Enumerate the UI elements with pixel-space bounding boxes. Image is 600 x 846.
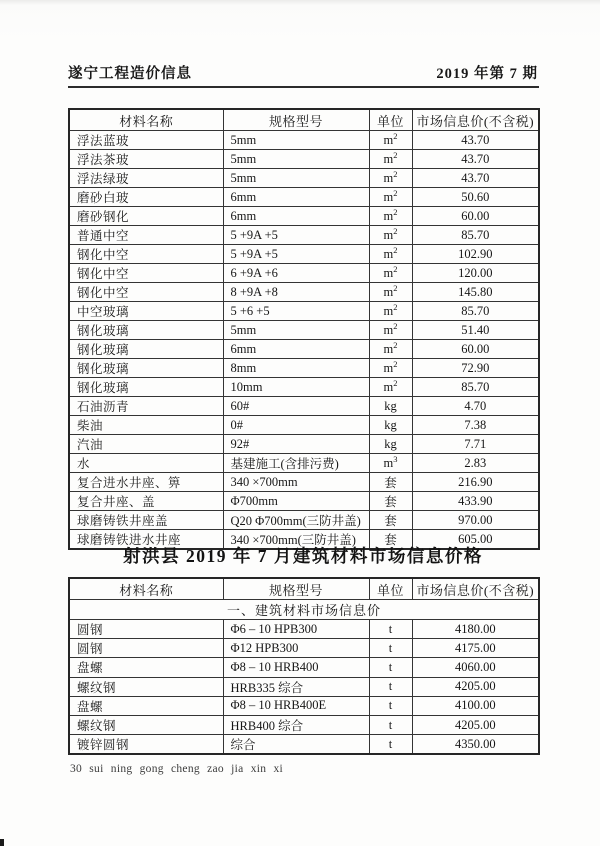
- material-name-cell: 钢化玻璃: [69, 340, 223, 359]
- price-cell: 4060.00: [412, 658, 539, 677]
- material-name-cell: 汽油: [69, 435, 223, 454]
- material-name-cell: 柴油: [69, 416, 223, 435]
- spec-cell: 5 +6 +5: [223, 302, 369, 321]
- price-cell: 60.00: [412, 340, 539, 359]
- material-name-cell: 钢化玻璃: [69, 378, 223, 397]
- table-row: [69, 131, 539, 150]
- price-cell: 85.70: [412, 378, 539, 397]
- table-row: [69, 169, 539, 188]
- table-row: [69, 696, 539, 715]
- unit-cell: t: [369, 620, 412, 639]
- suining-price-table: [68, 108, 540, 550]
- publication-title: 遂宁工程造价信息: [68, 66, 192, 82]
- price-cell: 4175.00: [412, 639, 539, 658]
- table-row: [69, 283, 539, 302]
- price-cell: 102.90: [412, 245, 539, 264]
- table-subheader-cell: 一、建筑材料市场信息价: [69, 600, 539, 620]
- unit-cell: $m^2$: [369, 150, 412, 169]
- table-row: [69, 416, 539, 435]
- unit-superscript: 2: [393, 377, 398, 388]
- price-cell: 85.70: [412, 302, 539, 321]
- unit-superscript: 2: [393, 358, 398, 369]
- price-cell: 605.00: [412, 530, 539, 550]
- material-name-cell: 复合井座、盖: [69, 492, 223, 511]
- material-name-cell: 浮法蓝玻: [69, 131, 223, 150]
- spec-cell: 5mm: [223, 169, 369, 188]
- unit-superscript: 2: [393, 130, 398, 141]
- spec-cell: 基建施工(含排污费): [223, 454, 369, 473]
- table-row: [69, 188, 539, 207]
- unit-cell: t: [369, 715, 412, 734]
- spec-cell: 92#: [223, 435, 369, 454]
- column-header-price: 市场信息价(不含税): [412, 578, 539, 600]
- spec-cell: 0#: [223, 416, 369, 435]
- table-row: [69, 150, 539, 169]
- spec-cell: 5 +9A +5: [223, 245, 369, 264]
- price-cell: 60.00: [412, 207, 539, 226]
- unit-superscript: 2: [393, 320, 398, 331]
- spec-cell: Φ6 – 10 HPB300: [223, 620, 369, 639]
- unit-cell: $m^2$: [369, 264, 412, 283]
- price-cell: 72.90: [412, 359, 539, 378]
- unit-cell: $m^2$: [369, 302, 412, 321]
- column-header-unit: 单位: [369, 578, 412, 600]
- spec-cell: 340 ×700mm(三防井盖): [223, 530, 369, 550]
- issue-label: 2019 年第 7 期: [436, 66, 538, 82]
- price-cell: 4205.00: [412, 715, 539, 734]
- spec-cell: HRB400 综合: [223, 715, 369, 734]
- spec-cell: 6mm: [223, 207, 369, 226]
- spec-cell: 6mm: [223, 340, 369, 359]
- unit-cell: $m^2$: [369, 169, 412, 188]
- spec-cell: 8mm: [223, 359, 369, 378]
- unit-superscript: 2: [393, 149, 398, 160]
- table-row: [69, 226, 539, 245]
- unit-cell: t: [369, 735, 412, 755]
- scan-artifact: [0, 839, 4, 846]
- unit-superscript: 2: [393, 187, 398, 198]
- column-header-material: 材料名称: [69, 109, 223, 131]
- page-footer: 30 sui ning gong cheng zao jia xin xi: [70, 763, 284, 775]
- spec-cell: 10mm: [223, 378, 369, 397]
- unit-cell: t: [369, 639, 412, 658]
- material-name-cell: 球磨铸铁进水井座: [69, 530, 223, 550]
- unit-cell: t: [369, 658, 412, 677]
- table-row: [69, 302, 539, 321]
- unit-cell: $m^2$: [369, 188, 412, 207]
- material-name-cell: 钢化中空: [69, 245, 223, 264]
- unit-cell: $m^2$: [369, 226, 412, 245]
- unit-cell: $m^2$: [369, 359, 412, 378]
- unit-cell: kg: [369, 416, 412, 435]
- column-header-spec: 规格型号: [223, 109, 369, 131]
- spec-cell: Φ12 HPB300: [223, 639, 369, 658]
- price-cell: 145.80: [412, 283, 539, 302]
- price-cell: 43.70: [412, 150, 539, 169]
- spec-cell: 6 +9A +6: [223, 264, 369, 283]
- table-header-row: [69, 578, 539, 600]
- unit-superscript: 2: [393, 168, 398, 179]
- masthead-rule: [68, 86, 539, 88]
- table-row: [69, 492, 539, 511]
- spec-cell: 综合: [223, 735, 369, 755]
- unit-cell: $m^2$: [369, 283, 412, 302]
- table-row: [69, 473, 539, 492]
- price-cell: 970.00: [412, 511, 539, 530]
- unit-cell: t: [369, 696, 412, 715]
- table-row: [69, 397, 539, 416]
- spec-cell: 5mm: [223, 150, 369, 169]
- material-name-cell: 钢化中空: [69, 283, 223, 302]
- price-cell: 216.90: [412, 473, 539, 492]
- price-cell: 51.40: [412, 321, 539, 340]
- material-name-cell: 球磨铸铁井座盖: [69, 511, 223, 530]
- table-row: [69, 207, 539, 226]
- material-name-cell: 镀锌圆钢: [69, 735, 223, 755]
- table-row: [69, 359, 539, 378]
- unit-cell: 套: [369, 511, 412, 530]
- spec-cell: 5mm: [223, 321, 369, 340]
- price-cell: 2.83: [412, 454, 539, 473]
- unit-cell: kg: [369, 397, 412, 416]
- unit-cell: $m^2$: [369, 207, 412, 226]
- material-name-cell: 钢化玻璃: [69, 321, 223, 340]
- table-header-row: [69, 109, 539, 131]
- unit-superscript: 2: [393, 244, 398, 255]
- price-cell: 4205.00: [412, 677, 539, 696]
- material-name-cell: 钢化玻璃: [69, 359, 223, 378]
- column-header-price: 市场信息价(不含税): [412, 109, 539, 131]
- column-header-spec: 规格型号: [223, 578, 369, 600]
- material-name-cell: 盘螺: [69, 658, 223, 677]
- unit-superscript: 3: [393, 453, 398, 464]
- unit-cell: 套: [369, 473, 412, 492]
- price-cell: 50.60: [412, 188, 539, 207]
- table-row: [69, 454, 539, 473]
- material-name-cell: 圆钢: [69, 639, 223, 658]
- spec-cell: Q20 Φ700mm(三防井盖): [223, 511, 369, 530]
- unit-cell: $m^2$: [369, 340, 412, 359]
- material-name-cell: 钢化中空: [69, 264, 223, 283]
- spec-cell: HRB335 综合: [223, 677, 369, 696]
- unit-cell: $m^2$: [369, 245, 412, 264]
- column-header-unit: 单位: [369, 109, 412, 131]
- material-name-cell: 磨砂钢化: [69, 207, 223, 226]
- unit-superscript: 2: [393, 301, 398, 312]
- unit-superscript: 2: [393, 263, 398, 274]
- section-title: 射洪县 2019 年 7 月建筑材料市场信息价格: [123, 546, 483, 566]
- price-cell: 4.70: [412, 397, 539, 416]
- unit-cell: $m^2$: [369, 378, 412, 397]
- column-header-material: 材料名称: [69, 578, 223, 600]
- table-row: [69, 600, 539, 620]
- table-row: [69, 340, 539, 359]
- price-cell: 120.00: [412, 264, 539, 283]
- table-row: [69, 264, 539, 283]
- material-name-cell: 盘螺: [69, 696, 223, 715]
- material-name-cell: 水: [69, 454, 223, 473]
- spec-cell: Φ8 – 10 HRB400: [223, 658, 369, 677]
- price-cell: 85.70: [412, 226, 539, 245]
- table-row: [69, 620, 539, 639]
- price-cell: 433.90: [412, 492, 539, 511]
- price-cell: 4180.00: [412, 620, 539, 639]
- table-row: [69, 735, 539, 755]
- price-cell: 4100.00: [412, 696, 539, 715]
- price-cell: 43.70: [412, 169, 539, 188]
- material-name-cell: 螺纹钢: [69, 715, 223, 734]
- table-row: [69, 378, 539, 397]
- material-name-cell: 磨砂白玻: [69, 188, 223, 207]
- unit-superscript: 2: [393, 206, 398, 217]
- unit-superscript: 2: [393, 225, 398, 236]
- material-name-cell: 浮法绿玻: [69, 169, 223, 188]
- unit-cell: 套: [369, 492, 412, 511]
- spec-cell: 8 +9A +8: [223, 283, 369, 302]
- unit-cell: t: [369, 677, 412, 696]
- material-name-cell: 石油沥青: [69, 397, 223, 416]
- shehong-price-table: [68, 577, 540, 755]
- material-name-cell: 中空玻璃: [69, 302, 223, 321]
- table-row: [69, 321, 539, 340]
- spec-cell: 60#: [223, 397, 369, 416]
- spec-cell: 6mm: [223, 188, 369, 207]
- table-row: [69, 658, 539, 677]
- price-cell: 7.71: [412, 435, 539, 454]
- table-row: [69, 677, 539, 696]
- spec-cell: Φ700mm: [223, 492, 369, 511]
- price-cell: 4350.00: [412, 735, 539, 755]
- unit-superscript: 2: [393, 339, 398, 350]
- spec-cell: 5 +9A +5: [223, 226, 369, 245]
- unit-cell: $m^2$: [369, 131, 412, 150]
- unit-cell: $m^2$: [369, 321, 412, 340]
- spec-cell: 5mm: [223, 131, 369, 150]
- material-name-cell: 普通中空: [69, 226, 223, 245]
- unit-cell: $m^3$: [369, 454, 412, 473]
- table-row: [69, 245, 539, 264]
- table-row: [69, 639, 539, 658]
- material-name-cell: 螺纹钢: [69, 677, 223, 696]
- material-name-cell: 复合进水井座、箅: [69, 473, 223, 492]
- material-name-cell: 圆钢: [69, 620, 223, 639]
- masthead: [68, 62, 538, 83]
- price-cell: 43.70: [412, 131, 539, 150]
- material-name-cell: 浮法茶玻: [69, 150, 223, 169]
- unit-cell: 套: [369, 530, 412, 550]
- unit-cell: kg: [369, 435, 412, 454]
- spec-cell: 340 ×700mm: [223, 473, 369, 492]
- table-row: [69, 715, 539, 734]
- table-row: [69, 435, 539, 454]
- table-row: [69, 511, 539, 530]
- unit-superscript: 2: [393, 282, 398, 293]
- price-cell: 7.38: [412, 416, 539, 435]
- spec-cell: Φ8 – 10 HRB400E: [223, 696, 369, 715]
